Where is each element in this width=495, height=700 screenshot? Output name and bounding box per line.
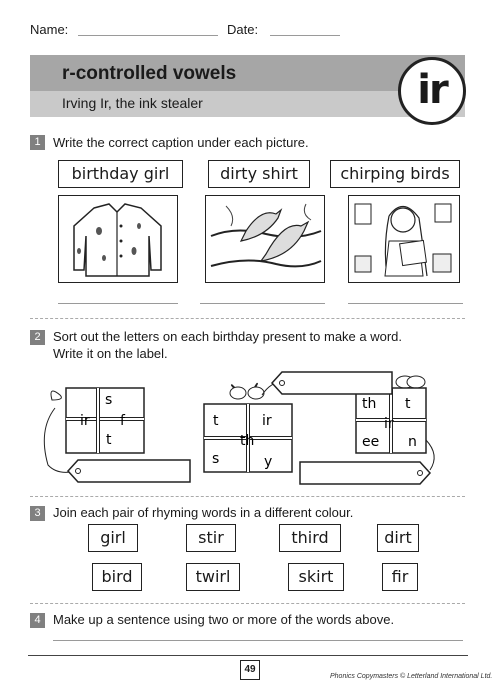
instruction-2-line1: Sort out the letters on each birthday present to make a word. — [53, 329, 403, 344]
page-title: r-controlled vowels — [62, 63, 237, 84]
instruction-3: Join each pair of rhyming words in a different colour. — [53, 505, 354, 520]
rhyme-word-skirt[interactable]: skirt — [288, 563, 344, 591]
label-tag-3[interactable] — [300, 462, 430, 484]
shirt-icon — [59, 196, 176, 281]
ir-character-badge: ir — [398, 57, 466, 125]
page-number: 49 — [240, 660, 260, 680]
sentence-line[interactable] — [53, 640, 463, 641]
section-divider — [30, 603, 465, 604]
instruction-4: Make up a sentence using two or more of the words above. — [53, 612, 395, 627]
label-tag-2[interactable] — [272, 372, 392, 394]
birds-icon — [206, 196, 323, 281]
dirty-shirt-picture — [58, 195, 178, 283]
section-number-3: 3 — [30, 506, 45, 521]
instruction-2-line2: Write it on the label. — [53, 346, 168, 361]
rhyme-word-twirl[interactable]: twirl — [186, 563, 240, 591]
rhyme-word-stir[interactable]: stir — [186, 524, 236, 552]
rhyme-word-girl[interactable]: girl — [88, 524, 138, 552]
answer-line-3[interactable] — [348, 303, 463, 304]
copyright-credit: Phonics Copymasters © Letterland International Ltd. — [330, 673, 493, 680]
caption-box-1: birthday girl — [58, 160, 183, 188]
page-subtitle: Irving Ir, the ink stealer — [62, 95, 203, 111]
section-number-4: 4 — [30, 613, 45, 628]
name-line[interactable] — [78, 35, 218, 36]
present-2-letter: s — [212, 451, 220, 467]
present-3-letter: t — [405, 396, 411, 412]
present-2-letter: t — [213, 413, 219, 429]
present-1-letter: t — [106, 432, 112, 448]
footer-rule — [28, 655, 468, 656]
section-divider — [30, 318, 465, 319]
presents-illustration — [0, 360, 495, 490]
date-line[interactable] — [270, 35, 340, 36]
answer-line-2[interactable] — [200, 303, 325, 304]
caption-box-2: dirty shirt — [208, 160, 310, 188]
girl-icon — [349, 196, 458, 281]
present-2-letter: y — [264, 454, 273, 470]
birthday-girl-picture — [348, 195, 460, 283]
caption-box-3: chirping birds — [330, 160, 460, 188]
present-1-letter: s — [105, 392, 113, 408]
rhyme-word-bird[interactable]: bird — [92, 563, 142, 591]
present-3-letter: n — [408, 434, 417, 450]
present-2-letter: th — [240, 433, 255, 449]
instruction-1: Write the correct caption under each picture. — [53, 135, 309, 150]
section-number-2: 2 — [30, 330, 45, 345]
rhyme-word-fir[interactable]: fir — [382, 563, 418, 591]
rhyme-word-third[interactable]: third — [279, 524, 341, 552]
present-3-letter: th — [362, 396, 377, 412]
present-3-letter: ir — [384, 416, 394, 432]
present-1-letter: ir — [80, 413, 90, 429]
answer-line-1[interactable] — [58, 303, 178, 304]
present-3-letter: ee — [362, 434, 380, 450]
label-tag-1[interactable] — [68, 460, 190, 482]
present-1-letter: f — [120, 413, 125, 429]
name-label: Name: — [30, 22, 69, 37]
date-label: Date: — [227, 22, 259, 37]
section-divider — [30, 496, 465, 497]
rhyme-word-dirt[interactable]: dirt — [377, 524, 419, 552]
section-number-1: 1 — [30, 135, 45, 150]
chirping-birds-picture — [205, 195, 325, 283]
present-2-letter: ir — [262, 413, 272, 429]
